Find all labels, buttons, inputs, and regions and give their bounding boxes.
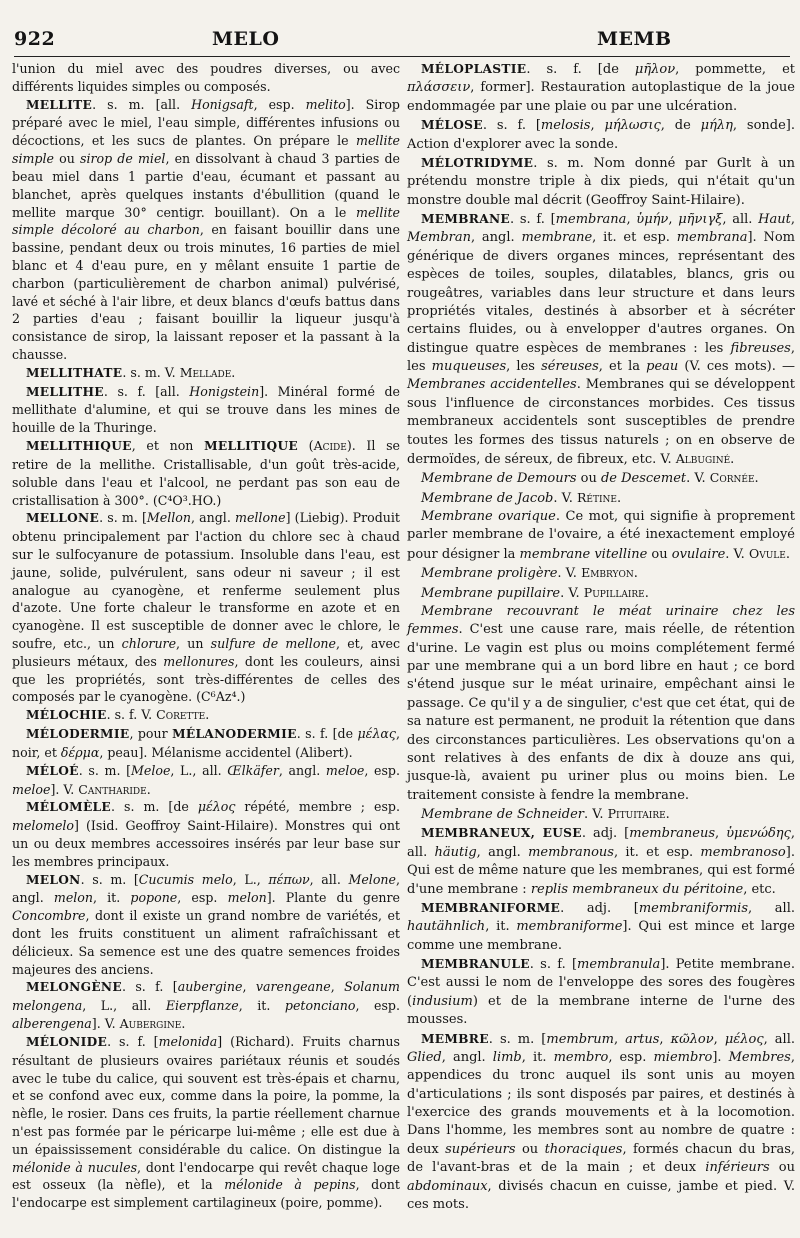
- headword: MÉLODERMIE: [26, 727, 130, 742]
- running-header: [14, 28, 790, 52]
- headword: MEMBRANE: [421, 212, 510, 226]
- entry-melodermie: MÉLODERMIE, pour MÉLANODERMIE. s. f. [de μέλας, noir, et δέρμα, peau]. Mélanisme accidentel (Alibert).: [12, 726, 400, 760]
- headword: MEMBRANEUX, EUSE: [421, 826, 582, 841]
- headword: MEMBRANIFORME: [421, 900, 561, 915]
- cross-reference-link[interactable]: Mellade: [179, 364, 232, 380]
- subentry-membrane-proligere: Membrane proligère. V. Embryon.: [421, 565, 638, 582]
- headword: MÉLONIDE: [26, 1034, 108, 1049]
- headword: MELLITHATE: [26, 365, 123, 380]
- subentry-membrane-pupillaire: Membrane pupillaire. V. Pupillaire.: [421, 584, 649, 601]
- headword: MÉLOMÈLE: [26, 800, 112, 815]
- entry-melongene: MELONGÈNE. s. f. [aubergine, varengeane, Solanum melongena, L., all. Eierpflanze, it. petonciano, esp. alberengena]. V. Aubergine.: [12, 979, 400, 1032]
- entry-membre: MEMBRE. s. m. [membrum, artus, κῶλον, μέλος, all. Glied, angl. limb, it. membro, esp. miembro]. Membres, appendices du tronc auquel ils sont unis au moyen d'articulations ; ils sont disposés par paires, et destinés à l'exercice des grands mouvements et à la locomotion. Dans l'homme, les membres sont au nombre de quatre : deux supérieurs ou thoraciques, formés chacun du bras, de l'avant-bras et de la main ; et deux inférieurs ou abdominaux, divisés chacun en cuisse, jambe et pied. V. ces mots.: [407, 1031, 795, 1212]
- entry-melonide: MÉLONIDE. s. f. [melonida] (Richard). Fruits charnus résultant de plusieurs ovaires pariétaux réunis et soudés avec le tube du calice, qui souvent est très-épais et charnu, et se confond avec eux, comme dans la poire, la pomme, la nèfle, le rosier. Dans ces fruits, la partie réellement charnue n'est pas formée par le péricarpe lui-même ; elle est due à un épaississement considérable du calice. On distingue la mélonide à nucules, dont l'endocarpe qui revêt chaque loge est osseux (la nèfle), et la mélonide à pepins, dont l'endocarpe est simplement cartilagineux (poire, pomme).: [12, 1033, 400, 1211]
- cross-reference-link[interactable]: Embryon: [581, 565, 634, 581]
- page-number: 922: [14, 28, 56, 50]
- entry-melon: MELON. s. m. [Cucumis melo, L., πέπων, all. Melone, angl. melon, it. popone, esp. melon]. Plante du genre Concombre, dont il existe un grand nombre de variétés, et dont les fruits constituent un aliment rafraîchissant et délicieux. Sa semence est une des quatre semences froides majeures des anciens.: [12, 871, 400, 977]
- cross-reference-link[interactable]: Aubergine: [119, 1016, 182, 1032]
- entry-meloplastie: MÉLOPLASTIE. s. f. [de μῆλον, pommette, et πλάσσειν, former]. Restauration autoplastique de la joue endommagée par une plaie ou par une ulcération.: [407, 62, 795, 114]
- cross-reference-link[interactable]: Pupillaire: [583, 584, 645, 600]
- cross-reference-link[interactable]: Rétine: [577, 489, 617, 505]
- entry-melochie: MÉLOCHIE. s. f. V. Corette.: [26, 707, 210, 723]
- right-column: [407, 60, 795, 1214]
- cross-reference-link[interactable]: Pituitaire: [607, 806, 666, 821]
- entry-mellithate: MELLITHATE. s. m. V. Mellade.: [26, 364, 236, 380]
- entry-meloe: MÉLOÉ. s. m. [Meloe, L., all. Œlkäfer, angl. meloe, esp. meloe]. V. Cantharide.: [12, 762, 400, 797]
- entry-melotridyme: MÉLOTRIDYME. s. m. Nom donné par Gurlt à un prétendu monstre triple à dix pieds, qui n'était qu'un monstre double mal décrit (Geoffroy Saint-Hilaire).: [407, 155, 795, 208]
- subentry-membrane-schneider: Membrane de Schneider. V. Pituitaire.: [421, 806, 670, 822]
- headword: MÉLOCHIE: [26, 708, 107, 723]
- headword: MELLITHE: [26, 384, 104, 399]
- headword: MÉLOTRIDYME: [421, 155, 534, 170]
- entry-mellithe: MELLITHE. s. f. [all. Honigstein]. Minéral formé de mellithate d'alumine, et qui se trouve dans les mines de houille de la Thuringe.: [12, 383, 400, 436]
- left-column: [12, 60, 400, 1212]
- right-running-head: MEMB: [597, 28, 672, 50]
- cross-reference-link[interactable]: Albuginé: [675, 450, 731, 466]
- headword: MELONGÈNE: [26, 980, 122, 995]
- entry-melose: MÉLOSE. s. f. [melosis, μήλωσις, de μήλη, sonde]. Action d'explorer avec la sonde.: [407, 118, 796, 152]
- cross-reference-link[interactable]: Ovule: [748, 545, 786, 561]
- cross-reference-link[interactable]: Corette: [156, 707, 206, 723]
- entry-membraneux: MEMBRANEUX, EUSE. adj. [membraneus, ὑμενώδης, all. häutig, angl. membranous, it. et esp. membranoso]. Qui est de même nature que les membranes, qui est formé d'une membrane : replis membraneux du péritoine, etc.: [407, 826, 795, 897]
- subentry-membrane-ovarique: Membrane ovarique. Ce mot, qui signifie à proprement parler membrane de l'ovaire, a été inexactement employé pour désigner la membrane vitelline ou ovulaire. V. Ovule.: [407, 509, 796, 562]
- entry-membranule: MEMBRANULE. s. f. [membranula]. Petite membrane. C'est aussi le nom de l'enveloppe des sores des fougères (indusium) et de la membrane interne de l'urne des mousses.: [407, 957, 795, 1028]
- headword: MEMBRE: [421, 1031, 489, 1046]
- headword: MELLONE: [26, 511, 100, 526]
- entry-mellithique: MELLITHIQUE, et non MELLITIQUE (Acide). Il se retire de la mellithe. Cristallisable, d'un goût très-acide, soluble dans l'eau et l'alcool, ne perdant pas son eau de cristallisation à 300°. (C⁴O³.HO.): [12, 438, 400, 508]
- entry-mellone: MELLONE. s. m. [Mellon, angl. mellone] (Liebig). Produit obtenu principalement par l'action du chlore sec à chaud sur le sulfocyanure de potassium. Insoluble dans l'eau, est jaune, solide, pulvérulent, sans odeur ni saveur ; il est analogue au cyanogène, et renferme seulement plus d'azote. Une forte chaleur le transforme en azote et en cyanogène. Il est susceptible de donner avec le chlore, le soufre, etc., un chlorure, un sulfure de mellone, et, avec plusieurs métaux, des mellonures, dont les couleurs, ainsi que les propriétés, sont très-différentes de celles des composés par le cyanogène. (C⁶Az⁴.): [12, 510, 401, 705]
- headword: MELLITE: [26, 97, 93, 112]
- cross-reference-link[interactable]: Cornée: [709, 470, 755, 486]
- subentry-membrane-demours: Membrane de Demours ou de Descemet. V. Cornée.: [421, 470, 759, 487]
- header-rule: [14, 56, 790, 57]
- cross-reference-link[interactable]: Cantharide: [78, 781, 147, 797]
- headword: MÉLOSE: [421, 118, 483, 133]
- entry-membraniforme: MEMBRANIFORME. adj. [membraniformis, all. hautähnlich, it. membraniforme]. Qui est mince et large comme une membrane.: [407, 900, 796, 953]
- entry-melomele: MÉLOMÈLE. s. m. [de μέλος répété, membre ; esp. melomelo] (Isid. Geoffroy Saint-Hilaire). Monstres qui ont un ou deux membres accessoires insérés par leur base sur les membres principaux.: [12, 799, 400, 869]
- subentry-membrane-meat-urinaire: Membrane recouvrant le méat urinaire chez les femmes. C'est une cause rare, mais réelle, de rétention d'urine. Le vagin est plus ou moins complétement fermé par une membrane qui a un bord libre en haut ; ce bord s'étend jusque sur le méat urinaire, empêchant ainsi le passage. Ce qu'il y a de singulier, c'est que cet état, qui de sa nature est permanent, ne produit la rétention que dans des circonstances particulières. Les observations qu'on a sont relatives à des enfants de dix à douze ans qui, jusque-là, avaient pu uriner plus ou moins bien. Le traitement consiste à fendre la membrane.: [407, 603, 795, 803]
- headword: MÉLOÉ: [26, 763, 79, 778]
- left-running-head: MELO: [212, 28, 280, 50]
- headword: MEMBRANULE: [421, 957, 530, 971]
- entry-mellite: MELLITE. s. m. [all. Honigsaft, esp. melito]. Sirop préparé avec le miel, l'eau simple, différentes infusions ou décoctions, et les sucs de plantes. On prépare le mellite simple ou sirop de miel, en dissolvant à chaud 3 parties de beau miel dans 1 partie d'eau, écumant et passant au blanchet, après quelques instants d'ébullition (quand le mellite marque 30° centigr. bouillant). On a le mellite simple décoloré au charbon, en faisant bouillir dans une bassine, pendant deux ou trois minutes, 16 parties de miel blanc et 4 d'eau pure, en y mêlant ensuite 1 partie de charbon (particulièrement de charbon animal) pulvérisé, lavé et séché à l'air libre, et deux blancs d'œufs battus dans 2 parties d'eau ; faisant bouillir la liqueur jusqu'à consistance de sirop, la laissant reposer et la passant à la chausse.: [12, 96, 400, 362]
- headword: MELON: [26, 872, 81, 887]
- subentry-membrane-jacob: Membrane de Jacob. V. Rétine.: [421, 489, 622, 506]
- headword: MELLITHIQUE: [26, 439, 132, 454]
- entry-continuation: l'union du miel avec des poudres diverses, ou avec différents liquides simples ou composés.: [12, 61, 400, 94]
- entry-membrane: MEMBRANE. s. f. [membrana, ὑμήν, μῆνιγξ, all. Haut, Membran, angl. membrane, it. et esp. membrana]. Nom générique de divers organes minces, représentant des espèces de toiles, souples, dilatables, blancs, gris ou rougeâtres, variables dans leur structure et dans leurs propriétés vitales, destinés à absorber et à sécréter certains fluides, ou à envelopper d'autres organes. On distingue quatre espèces de membranes : les fibreuses, les muqueuses, les séreuses, et la peau (V. ces mots). — Membranes accidentelles. Membranes qui se développent sous l'influence de circonstances morbides. Ces tissus membraneux accidentels sont susceptibles de prendre toutes les formes des tissus naturels ; on en observe de dermoïdes, de séreux, de fibreux, etc. V. Albuginé.: [407, 212, 796, 467]
- headword: MÉLOPLASTIE: [421, 62, 527, 76]
